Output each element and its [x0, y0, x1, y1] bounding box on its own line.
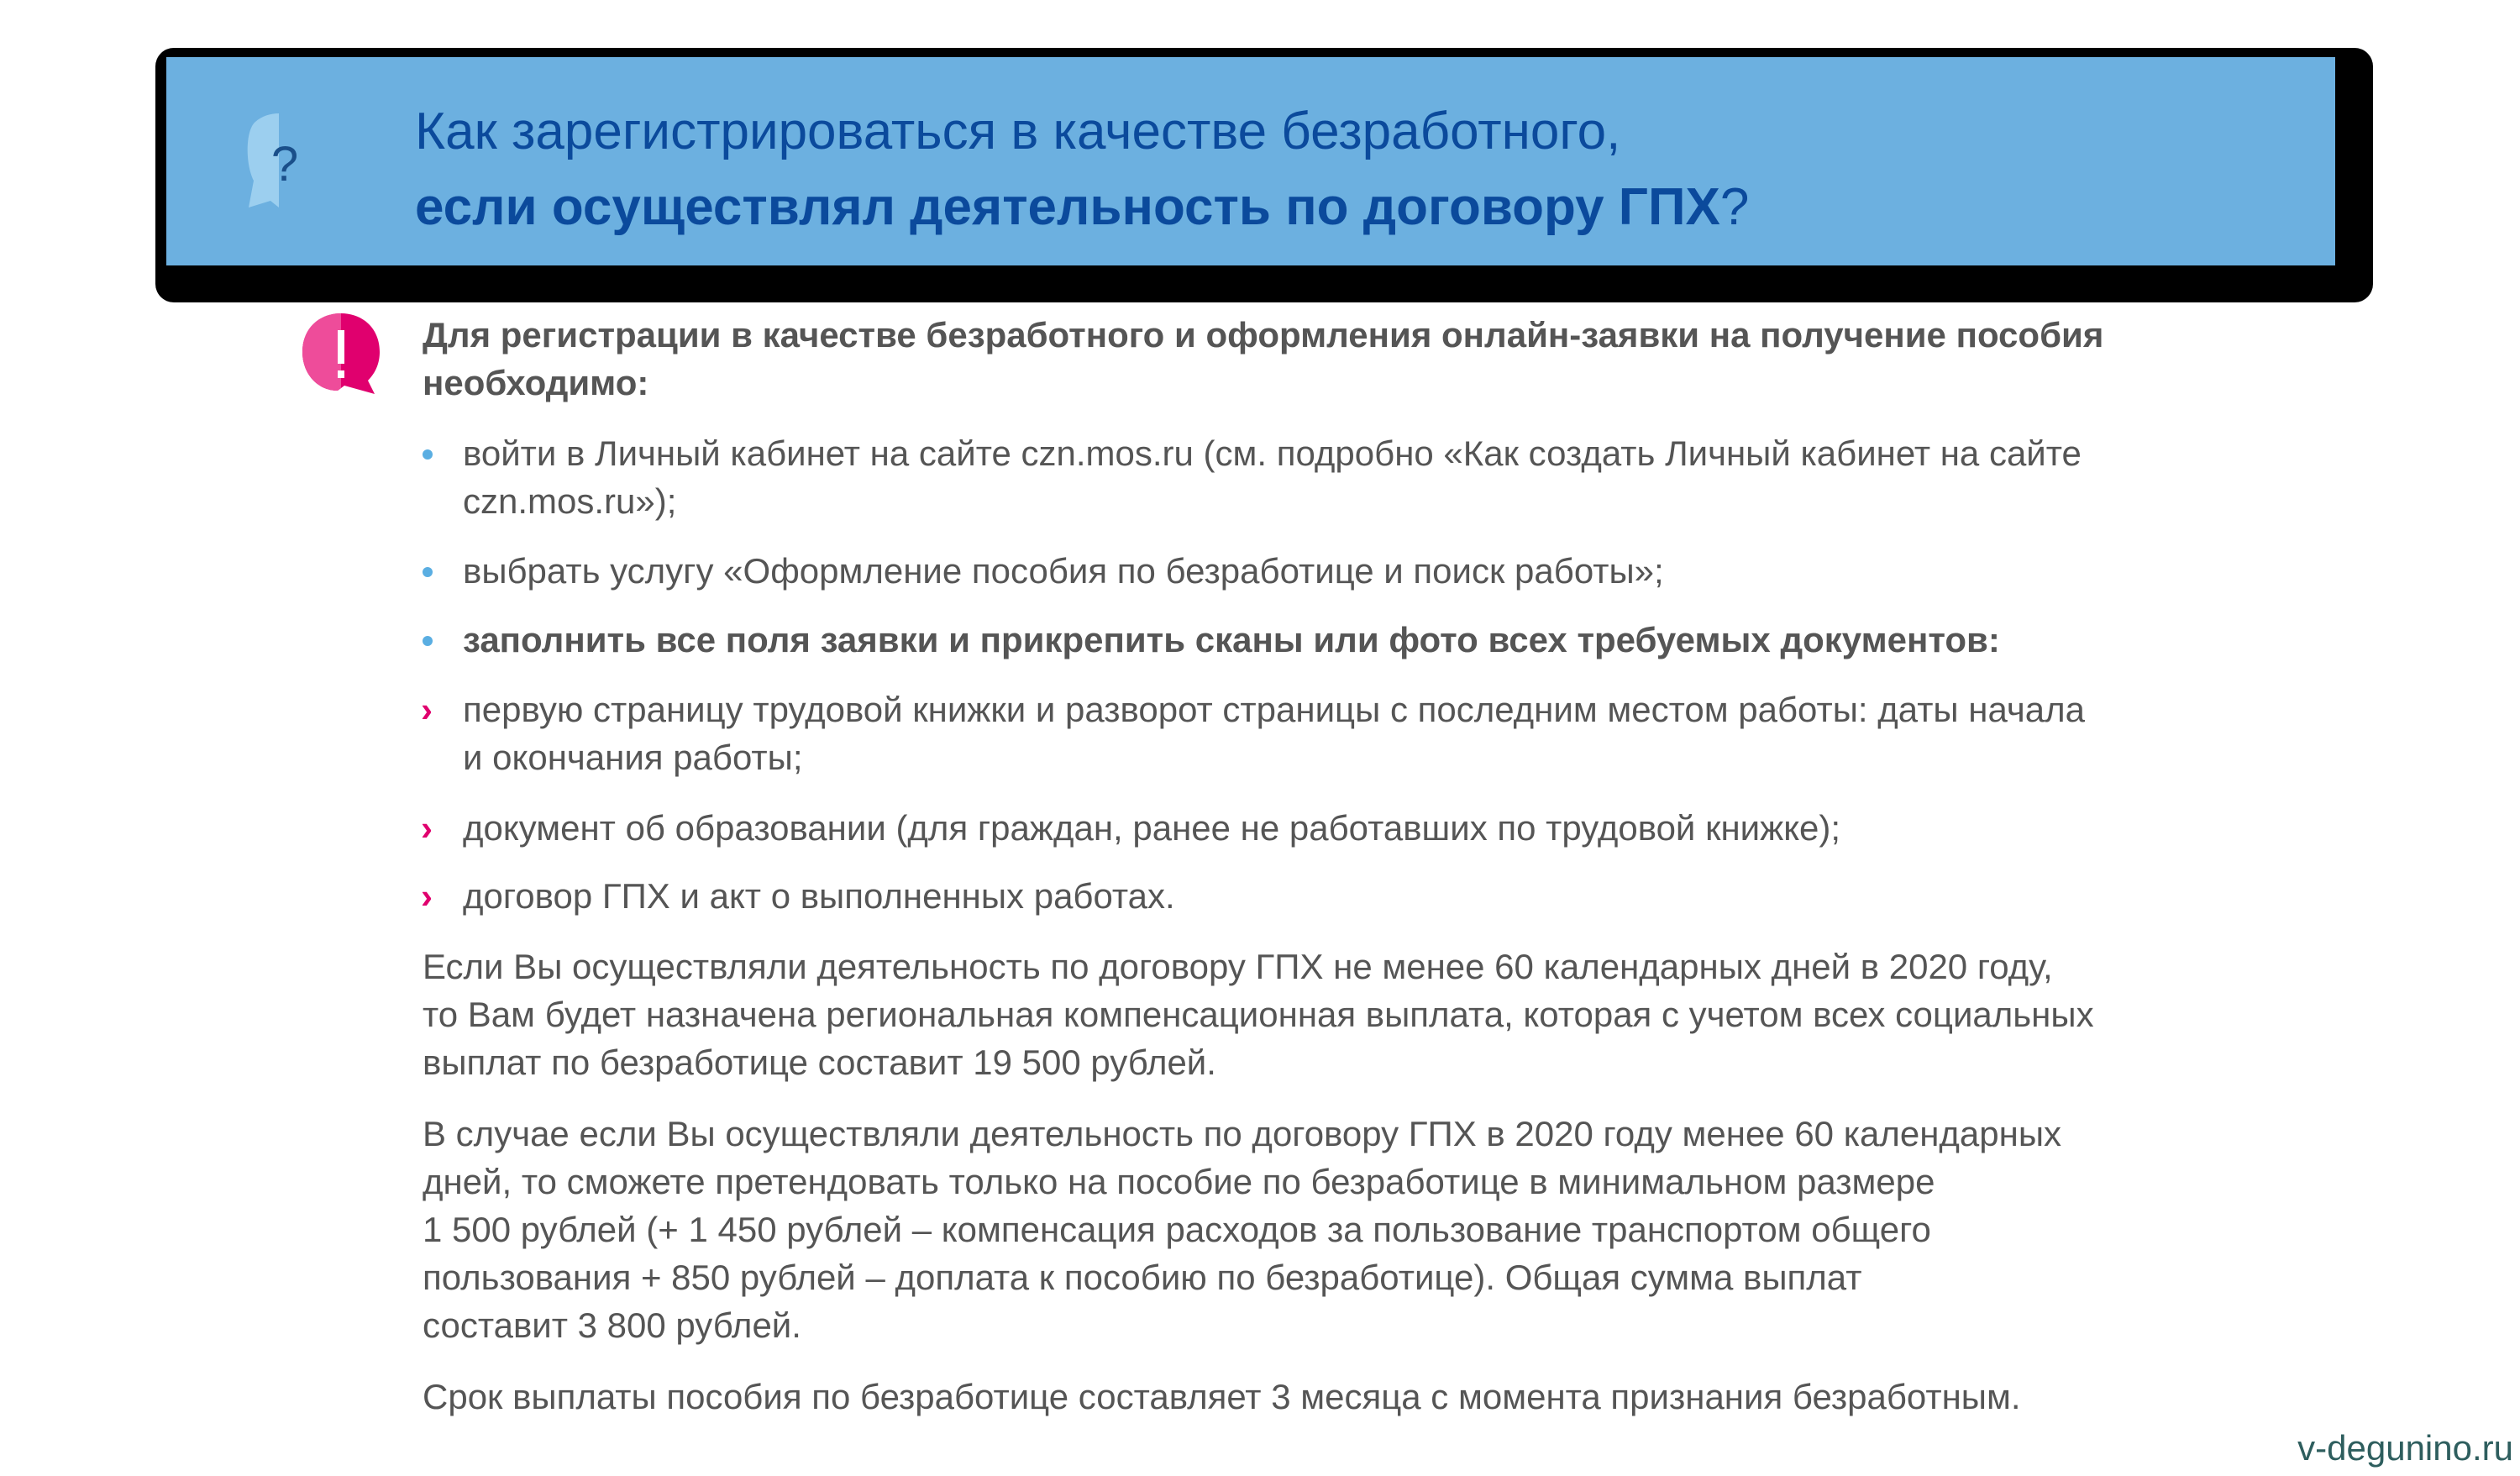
item-line: и окончания работы; — [463, 738, 803, 777]
item-line: документ об образовании (для граждан, ранее не работавших по трудовой книжке); — [463, 808, 1841, 848]
item-line: заполнить все поля заявки и прикрепить сканы или фото всех требуемых документов: — [463, 620, 2000, 659]
paragraph-line: Если Вы осуществляли деятельность по договору ГПХ не менее 60 календарных дней в 2020 году, — [423, 947, 2053, 986]
title-line-2-bold: если осуществлял деятельность по договору ГПХ — [415, 178, 1720, 236]
paragraph-minimum-benefit — [423, 1110, 2061, 1349]
intro-line: Для регистрации в качестве безработного и оформления онлайн-заявки на получение пособия — [423, 315, 2104, 355]
item-line: выбрать услугу «Оформление пособия по безработице и поиск работы»; — [463, 551, 1664, 591]
item-line: договор ГПХ и акт о выполненных работах. — [463, 876, 1175, 916]
chevron-right-icon: › — [421, 690, 433, 729]
svg-text:?: ? — [270, 137, 299, 192]
paragraph-line: пользования + 850 рублей – доплата к пособию по безработице). Общая сумма выплат — [423, 1258, 1862, 1297]
exclamation-bubble-icon — [302, 313, 380, 394]
paragraph-line: дней, то сможете претендовать только на пособие по безработице в минимальном размере — [423, 1162, 1935, 1201]
title-question-mark: ? — [1719, 178, 1750, 236]
chevron-right-icon: › — [421, 808, 433, 848]
paragraph-line: Срок выплаты пособия по безработице составляет 3 месяца с момента признания безработным. — [423, 1377, 2021, 1416]
page-title — [415, 94, 1749, 245]
chevron-right-icon: › — [421, 876, 433, 916]
paragraph-line: В случае если Вы осуществляли деятельность по договору ГПХ в 2020 году менее 60 календарных — [423, 1114, 2062, 1153]
bullet-dot-icon — [423, 567, 433, 577]
watermark: v-degunino.ru — [2297, 1428, 2513, 1468]
paragraph-line: выплат по безработице составит 19 500 рублей. — [423, 1043, 1216, 1082]
paragraph-line: 1 500 рублей (+ 1 450 рублей – компенсация расходов за пользование транспортом общего — [423, 1210, 1931, 1249]
item-line: войти в Личный кабинет на сайте czn.mos.ru (см. подробно «Как создать Личный кабинет на сайте — [463, 433, 2082, 473]
paragraph-line: то Вам будет назначена региональная компенсационная выплата, которая с учетом всех социальных — [423, 995, 2094, 1034]
notice-intro — [423, 311, 2103, 407]
question-bubble-icon — [245, 113, 299, 207]
bullet-dot-icon — [423, 449, 433, 460]
item-line: первую страницу трудовой книжки и разворот страницы с последним местом работы: даты начала — [463, 690, 2086, 729]
paragraph-duration — [423, 1373, 2021, 1421]
paragraph-compensation — [423, 943, 2094, 1086]
paragraph-line: составит 3 800 рублей. — [423, 1305, 801, 1345]
bullet-dot-icon — [423, 636, 433, 646]
intro-line: необходимо: — [423, 363, 649, 402]
item-line: czn.mos.ru»); — [463, 481, 677, 521]
title-line-1: Как зарегистрироваться в качестве безработного, — [415, 102, 1621, 160]
